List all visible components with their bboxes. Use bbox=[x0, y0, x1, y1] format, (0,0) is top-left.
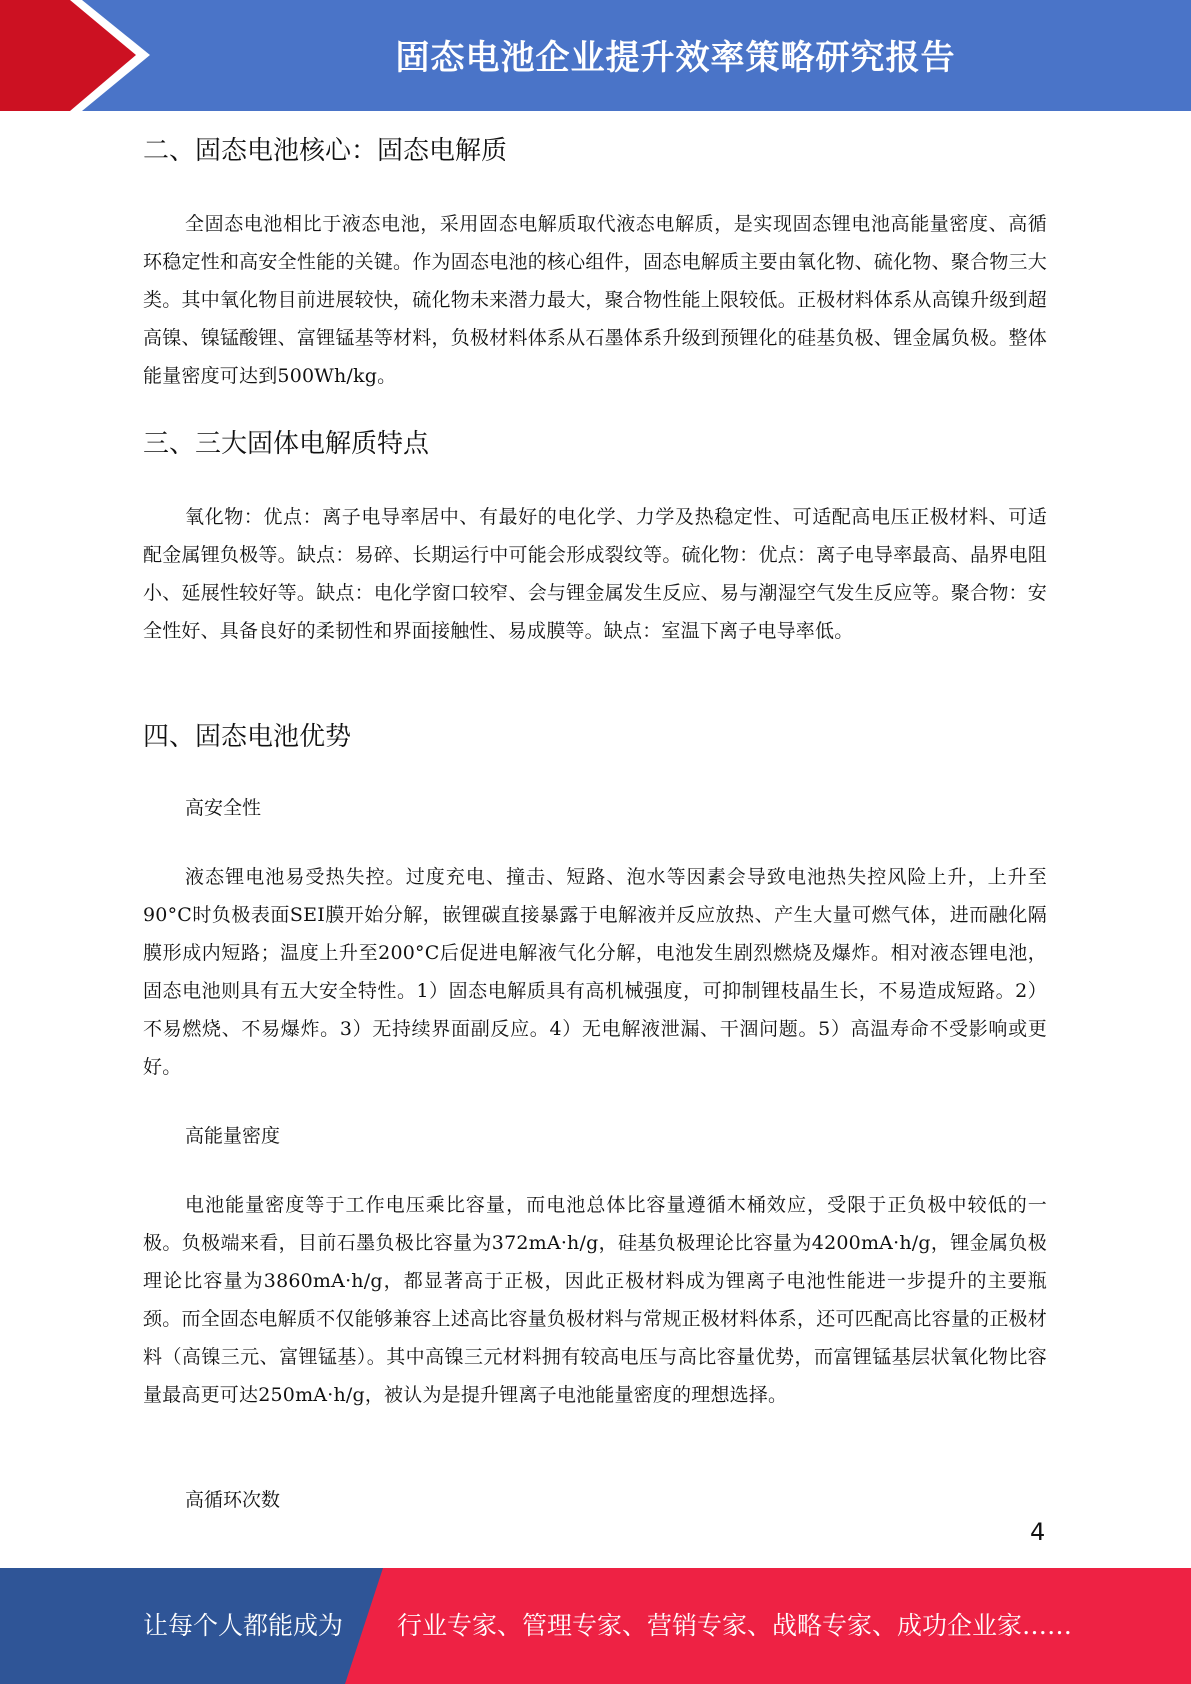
footer-band bbox=[0, 1568, 1191, 1684]
footer-slogan-left: 让每个人都能成为 bbox=[143, 1611, 344, 1640]
paragraph-electrolyte-features: 氧化物：优点：离子电导率居中、有最好的电化学、力学及热稳定性、可适配高电压正极材料、可适配金属锂负极等。缺点：易碎、长期运行中可能会形成裂纹等。硫化物：优点：离子电导率最高、晶界电阻小、延展性较好等。缺点：电化学窗口较窄、会与锂金属发生反应、易与潮湿空气发生反应等。聚合物：安全性好、具备良好的柔韧性和界面接触性、易成膜等。缺点：室温下离子电导率低。 bbox=[143, 506, 1047, 642]
section-heading-electrolyte-features: 三、三大固体电解质特点 bbox=[143, 429, 430, 459]
section-heading-advantages: 四、固态电池优势 bbox=[143, 722, 352, 752]
subheading-high-energy-density: 高能量密度 bbox=[185, 1125, 281, 1147]
report-title: 固态电池企业提升效率策略研究报告 bbox=[395, 37, 956, 78]
subheading-high-safety: 高安全性 bbox=[185, 797, 262, 819]
paragraph-core-electrolyte: 全固态电池相比于液态电池，采用固态电解质取代液态电解质，是实现固态锂电池高能量密度、高循环稳定性和高安全性能的关键。作为固态电池的核心组件，固态电解质主要由氧化物、硫化物、聚合物三大类。其中氧化物目前进展较快，硫化物未来潜力最大，聚合物性能上限较低。正极材料体系从高镍升级到超高镍、镍锰酸锂、富锂锰基等材料，负极材料体系从石墨体系升级到预锂化的硅基负极、锂金属负极。整体能量密度可达到500Wh/kg。 bbox=[143, 213, 1047, 387]
header-band bbox=[0, 0, 1191, 111]
paragraph-high-safety: 液态锂电池易受热失控。过度充电、撞击、短路、泡水等因素会导致电池热失控风险上升，上升至90°C时负极表面SEI膜开始分解，嵌锂碳直接暴露于电解液并反应放热、产生大量可燃气体，进而融化隔膜形成内短路；温度上升至200°C后促进电解液气化分解，电池发生剧烈燃烧及爆炸。相对液态锂电池，固态电池则具有五大安全特性。1）固态电解质具有高机械强度，可抑制锂枝晶生长，不易造成短路。2）不易燃烧、不易爆炸。3）无持续界面副反应。4）无电解液泄漏、干涸问题。5）高温寿命不受影响或更好。 bbox=[143, 866, 1047, 1078]
section-heading-core-electrolyte: 二、固态电池核心：固态电解质 bbox=[143, 136, 508, 166]
subheading-high-cycle-count: 高循环次数 bbox=[185, 1489, 281, 1511]
footer-slogan-right: 行业专家、管理专家、营销专家、战略专家、成功企业家…… bbox=[397, 1611, 1073, 1640]
paragraph-high-energy-density: 电池能量密度等于工作电压乘比容量，而电池总体比容量遵循木桶效应，受限于正负极中较低的一极。负极端来看，目前石墨负极比容量为372mA·h/g，硅基负极理论比容量为4200mA·h/g，锂金属负极理论比容量为3860mA·h/g，都显著高于正极，因此正极材料成为锂离子电池性能进一步提升的主要瓶颈。而全固态电解质不仅能够兼容上述高比容量负极材料与常规正极材料体系，还可匹配高比容量的正极材料（高镍三元、富锂锰基）。其中高镍三元材料拥有较高电压与高比容量优势，而富锂锰基层状氧化物比容量最高更可达250mA·h/g，被认为是提升锂离子电池能量密度的理想选择。 bbox=[143, 1194, 1047, 1406]
header-chevron-decoration bbox=[0, 0, 160, 111]
page-number: 4 bbox=[1030, 1518, 1046, 1546]
